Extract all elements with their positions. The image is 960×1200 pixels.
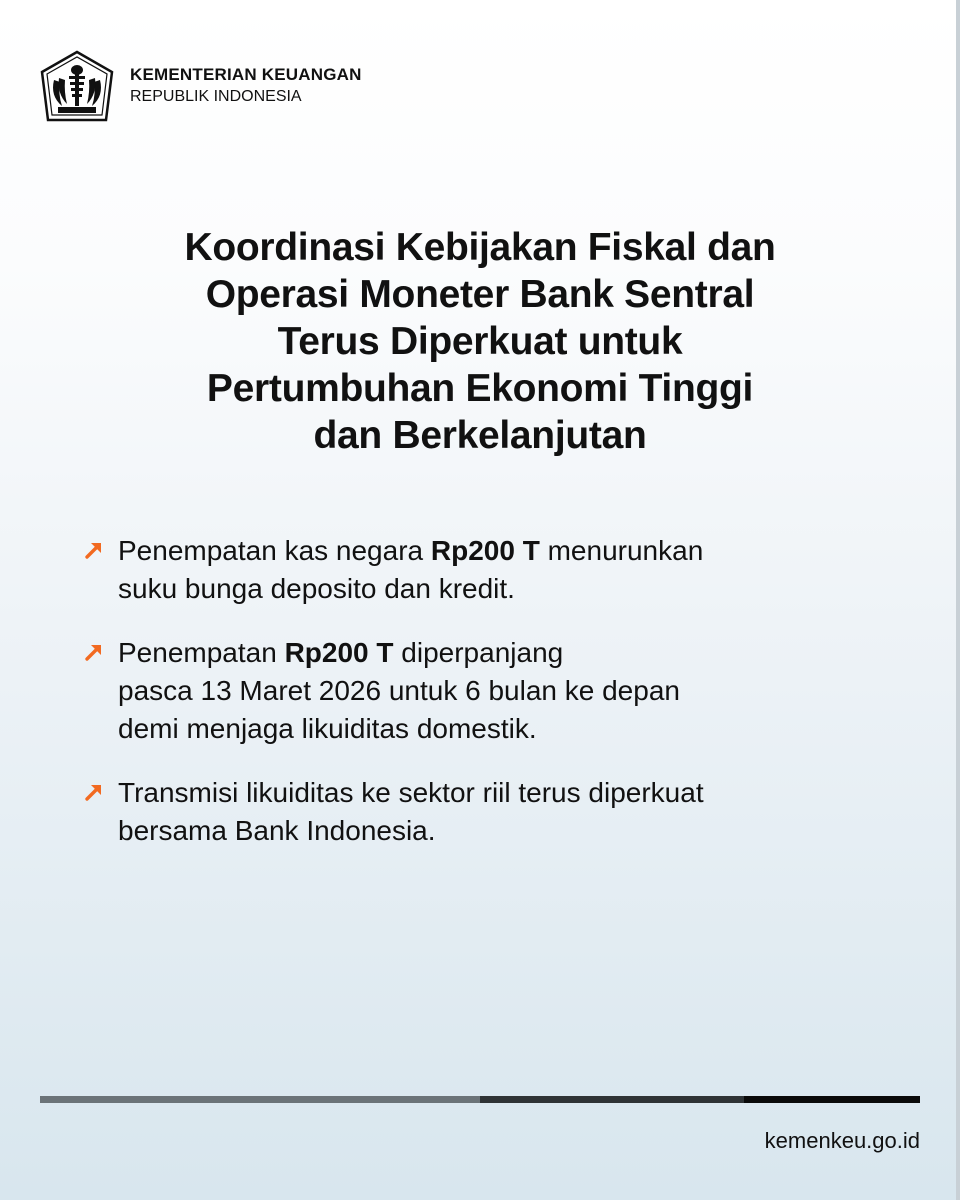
bullet-text: diperpanjang — [393, 637, 564, 668]
bullet-line: suku bunga deposito dan kredit. — [118, 573, 515, 604]
page-title — [80, 224, 880, 459]
bullet-line — [118, 634, 844, 672]
page-edge — [956, 0, 960, 1200]
org-name-line1: KEMENTERIAN KEUANGAN — [130, 65, 362, 84]
bullet-item — [84, 634, 844, 748]
bullet-line: demi menjaga likuiditas domestik. — [118, 713, 537, 744]
bullet-line: bersama Bank Indonesia. — [118, 815, 436, 846]
title-line: Koordinasi Kebijakan Fiskal dan — [184, 226, 776, 269]
bullet-amount: Rp200 T — [430, 535, 540, 566]
bullet-text: Penempatan — [118, 637, 285, 668]
org-name-line2: REPUBLIK INDONESIA — [130, 88, 302, 105]
website-url: kemenkeu.go.id — [764, 1128, 920, 1153]
footer-divider — [40, 1096, 920, 1103]
orange-arrow-icon — [84, 782, 104, 802]
bullet-line — [118, 532, 844, 570]
kemenkeu-emblem-icon — [40, 50, 114, 122]
bullet-text: menurunkan — [539, 535, 704, 566]
orange-arrow-icon — [84, 540, 104, 560]
orange-arrow-icon — [84, 642, 104, 662]
bullet-list — [84, 532, 844, 876]
bullet-item — [84, 532, 844, 608]
bullet-item — [84, 774, 844, 850]
divider-segment — [480, 1096, 744, 1103]
title-line: Operasi Moneter Bank Sentral — [205, 273, 755, 316]
bullet-amount: Rp200 T — [284, 637, 394, 668]
organization-name — [130, 64, 362, 108]
divider-segment — [40, 1096, 480, 1103]
header — [40, 50, 362, 122]
title-line: dan Berkelanjutan — [313, 414, 647, 457]
divider-segment — [744, 1096, 920, 1103]
bullet-line: Transmisi likuiditas ke sektor riil terus diperkuat — [118, 777, 704, 808]
title-line: Pertumbuhan Ekonomi Tinggi — [206, 367, 754, 410]
bullet-line: pasca 13 Maret 2026 untuk 6 bulan ke depan — [118, 675, 680, 706]
title-line: Terus Diperkuat untuk — [277, 320, 683, 363]
bullet-text: Penempatan kas negara — [118, 535, 431, 566]
